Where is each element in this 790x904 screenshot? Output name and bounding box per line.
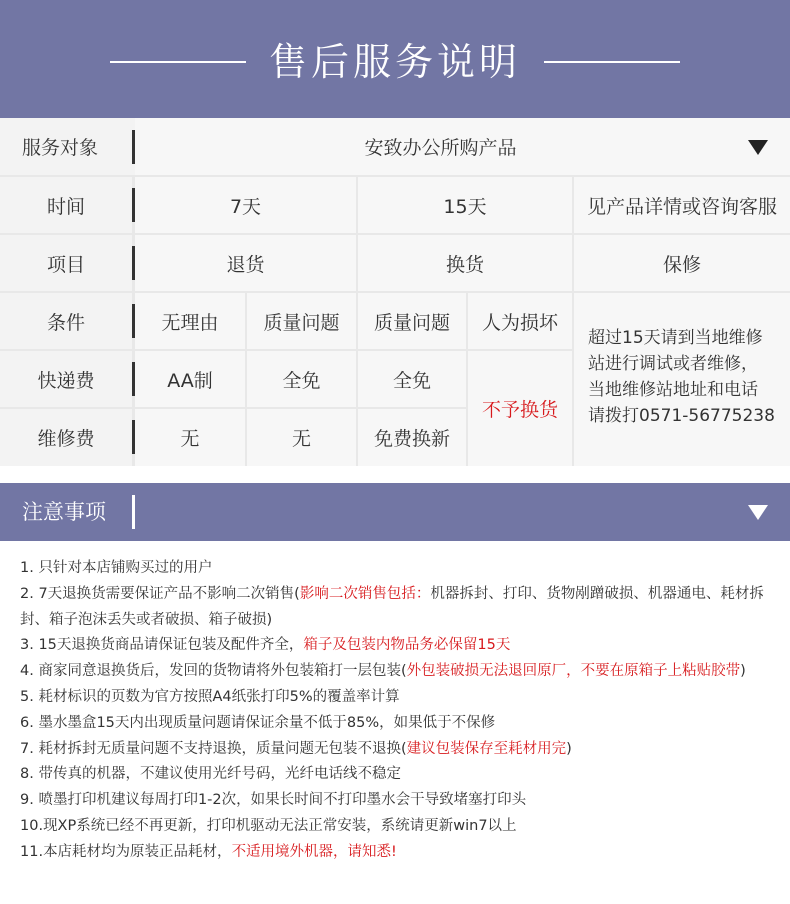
notice-number: 8.	[20, 766, 34, 783]
notice-list	[20, 556, 780, 866]
warranty-note-line: 站进行调试或者维修，	[588, 354, 758, 374]
warranty-note-line: 请拨打0571-56775238	[588, 406, 775, 426]
notice-text: 本店耗材均为原装正品耗材，	[43, 843, 232, 860]
notice-item	[20, 582, 780, 634]
time-label: 时间	[0, 177, 132, 233]
notice-highlight: 影响二次销售包括：	[299, 585, 431, 602]
page-title: 售后服务说明	[268, 40, 521, 84]
service-table	[0, 118, 790, 466]
shipping-fee-return: AA制	[135, 351, 245, 407]
notice-item	[20, 633, 780, 659]
repair-fee-quality: 无	[247, 409, 356, 466]
notice-number: 4.	[20, 663, 34, 680]
notice-text: 耗材标识的页数为官方按照A4纸张打印5%的覆盖率计算	[38, 688, 400, 705]
notice-highlight: 建议包装保存至耗材用完	[406, 740, 567, 757]
repair-fee-label: 维修费	[0, 409, 132, 466]
shipping-fee-quality: 全免	[247, 351, 356, 407]
item-warranty: 保修	[574, 235, 790, 291]
shipping-fee-exchange: 全免	[358, 351, 466, 407]
notice-text: 带传真的机器，不建议使用光纤号码，光纤电话线不稳定	[38, 766, 401, 783]
service-target-text: 安致办公所购产品	[364, 137, 517, 159]
condition-quality-issue: 质量问题	[358, 293, 466, 349]
notice-text: 15天退换货商品请保证包装及配件齐全，	[38, 637, 304, 654]
title-rule-left	[110, 61, 246, 63]
triangle-down-icon[interactable]	[748, 140, 768, 155]
notice-number: 5.	[20, 688, 34, 705]
no-exchange-cell: 不予换货	[468, 351, 572, 466]
warranty-note	[574, 293, 790, 466]
warranty-note-line: 超过15天请到当地维修	[588, 328, 763, 348]
shipping-fee-label: 快递费	[0, 351, 132, 407]
service-target-label: 服务对象	[0, 118, 135, 175]
notice-number: 2.	[20, 585, 34, 602]
time-15days: 15天	[358, 177, 572, 233]
title-rule-right	[544, 61, 680, 63]
triangle-down-icon[interactable]	[748, 505, 768, 520]
notice-number: 9.	[20, 792, 34, 809]
notice-number: 6.	[20, 714, 34, 731]
service-target-value[interactable]	[135, 118, 790, 175]
notice-number: 1.	[20, 560, 34, 576]
notice-number: 11.	[20, 843, 44, 860]
repair-fee-exchange: 免费换新	[358, 409, 466, 466]
notice-item	[20, 788, 780, 814]
condition-quality-issue: 质量问题	[247, 293, 356, 349]
notice-item	[20, 685, 780, 711]
time-7days: 7天	[135, 177, 356, 233]
notice-text: )	[740, 663, 746, 680]
notice-separator	[132, 495, 135, 529]
notice-item	[20, 659, 780, 685]
notice-highlight: 外包装破损无法退回原厂，不要在原箱子上粘贴胶带	[406, 663, 741, 680]
notice-item	[20, 556, 780, 582]
notice-highlight: 不适用境外机器，请知悉!	[231, 843, 397, 860]
condition-no-reason: 无理由	[135, 293, 245, 349]
notice-header[interactable]	[0, 483, 790, 541]
notice-highlight: 箱子及包装内物品务必保留15天	[303, 637, 511, 654]
notice-text: 机器拆封、打印、货物剐蹭破损、机器通电、耗材拆封、箱子泡沫丢失或者破损、箱子破损)	[20, 585, 764, 628]
notice-number: 7.	[20, 740, 34, 757]
notice-item	[20, 840, 780, 866]
notice-text: 墨水墨盒15天内出现质量问题请保证余量不低于85%，如果低于不保修	[38, 714, 496, 731]
time-warranty: 见产品详情或咨询客服	[574, 177, 790, 233]
notice-number: 10.	[20, 817, 44, 834]
notice-number: 3.	[20, 637, 34, 654]
warranty-note-line: 当地维修站地址和电话	[588, 380, 758, 400]
notice-text: 7天退换货需要保证产品不影响二次销售(	[38, 585, 300, 602]
notice-text: 只针对本店铺购买过的用户	[38, 560, 213, 576]
repair-fee-return: 无	[135, 409, 245, 466]
notice-text: 喷墨打印机建议每周打印1-2次，如果长时间不打印墨水会干导致堵塞打印头	[38, 792, 527, 809]
notice-text: )	[566, 740, 572, 757]
notice-item	[20, 711, 780, 737]
notice-text: 耗材拆封无质量问题不支持退换，质量问题无包装不退换(	[38, 740, 407, 757]
notice-item	[20, 814, 780, 840]
notice-item	[20, 737, 780, 763]
condition-human-damage: 人为损坏	[468, 293, 572, 349]
notice-text: 现XP系统已经不再更新，打印机驱动无法正常安装，系统请更新win7以上	[43, 817, 517, 834]
condition-label: 条件	[0, 293, 132, 349]
header-banner	[0, 0, 790, 118]
item-label: 项目	[0, 235, 132, 291]
notice-text: 商家同意退换货后，发回的货物请将外包装箱打一层包装(	[38, 663, 407, 680]
item-return: 退货	[135, 235, 356, 291]
notice-title: 注意事项	[22, 500, 106, 524]
item-exchange: 换货	[358, 235, 572, 291]
notice-item	[20, 762, 780, 788]
